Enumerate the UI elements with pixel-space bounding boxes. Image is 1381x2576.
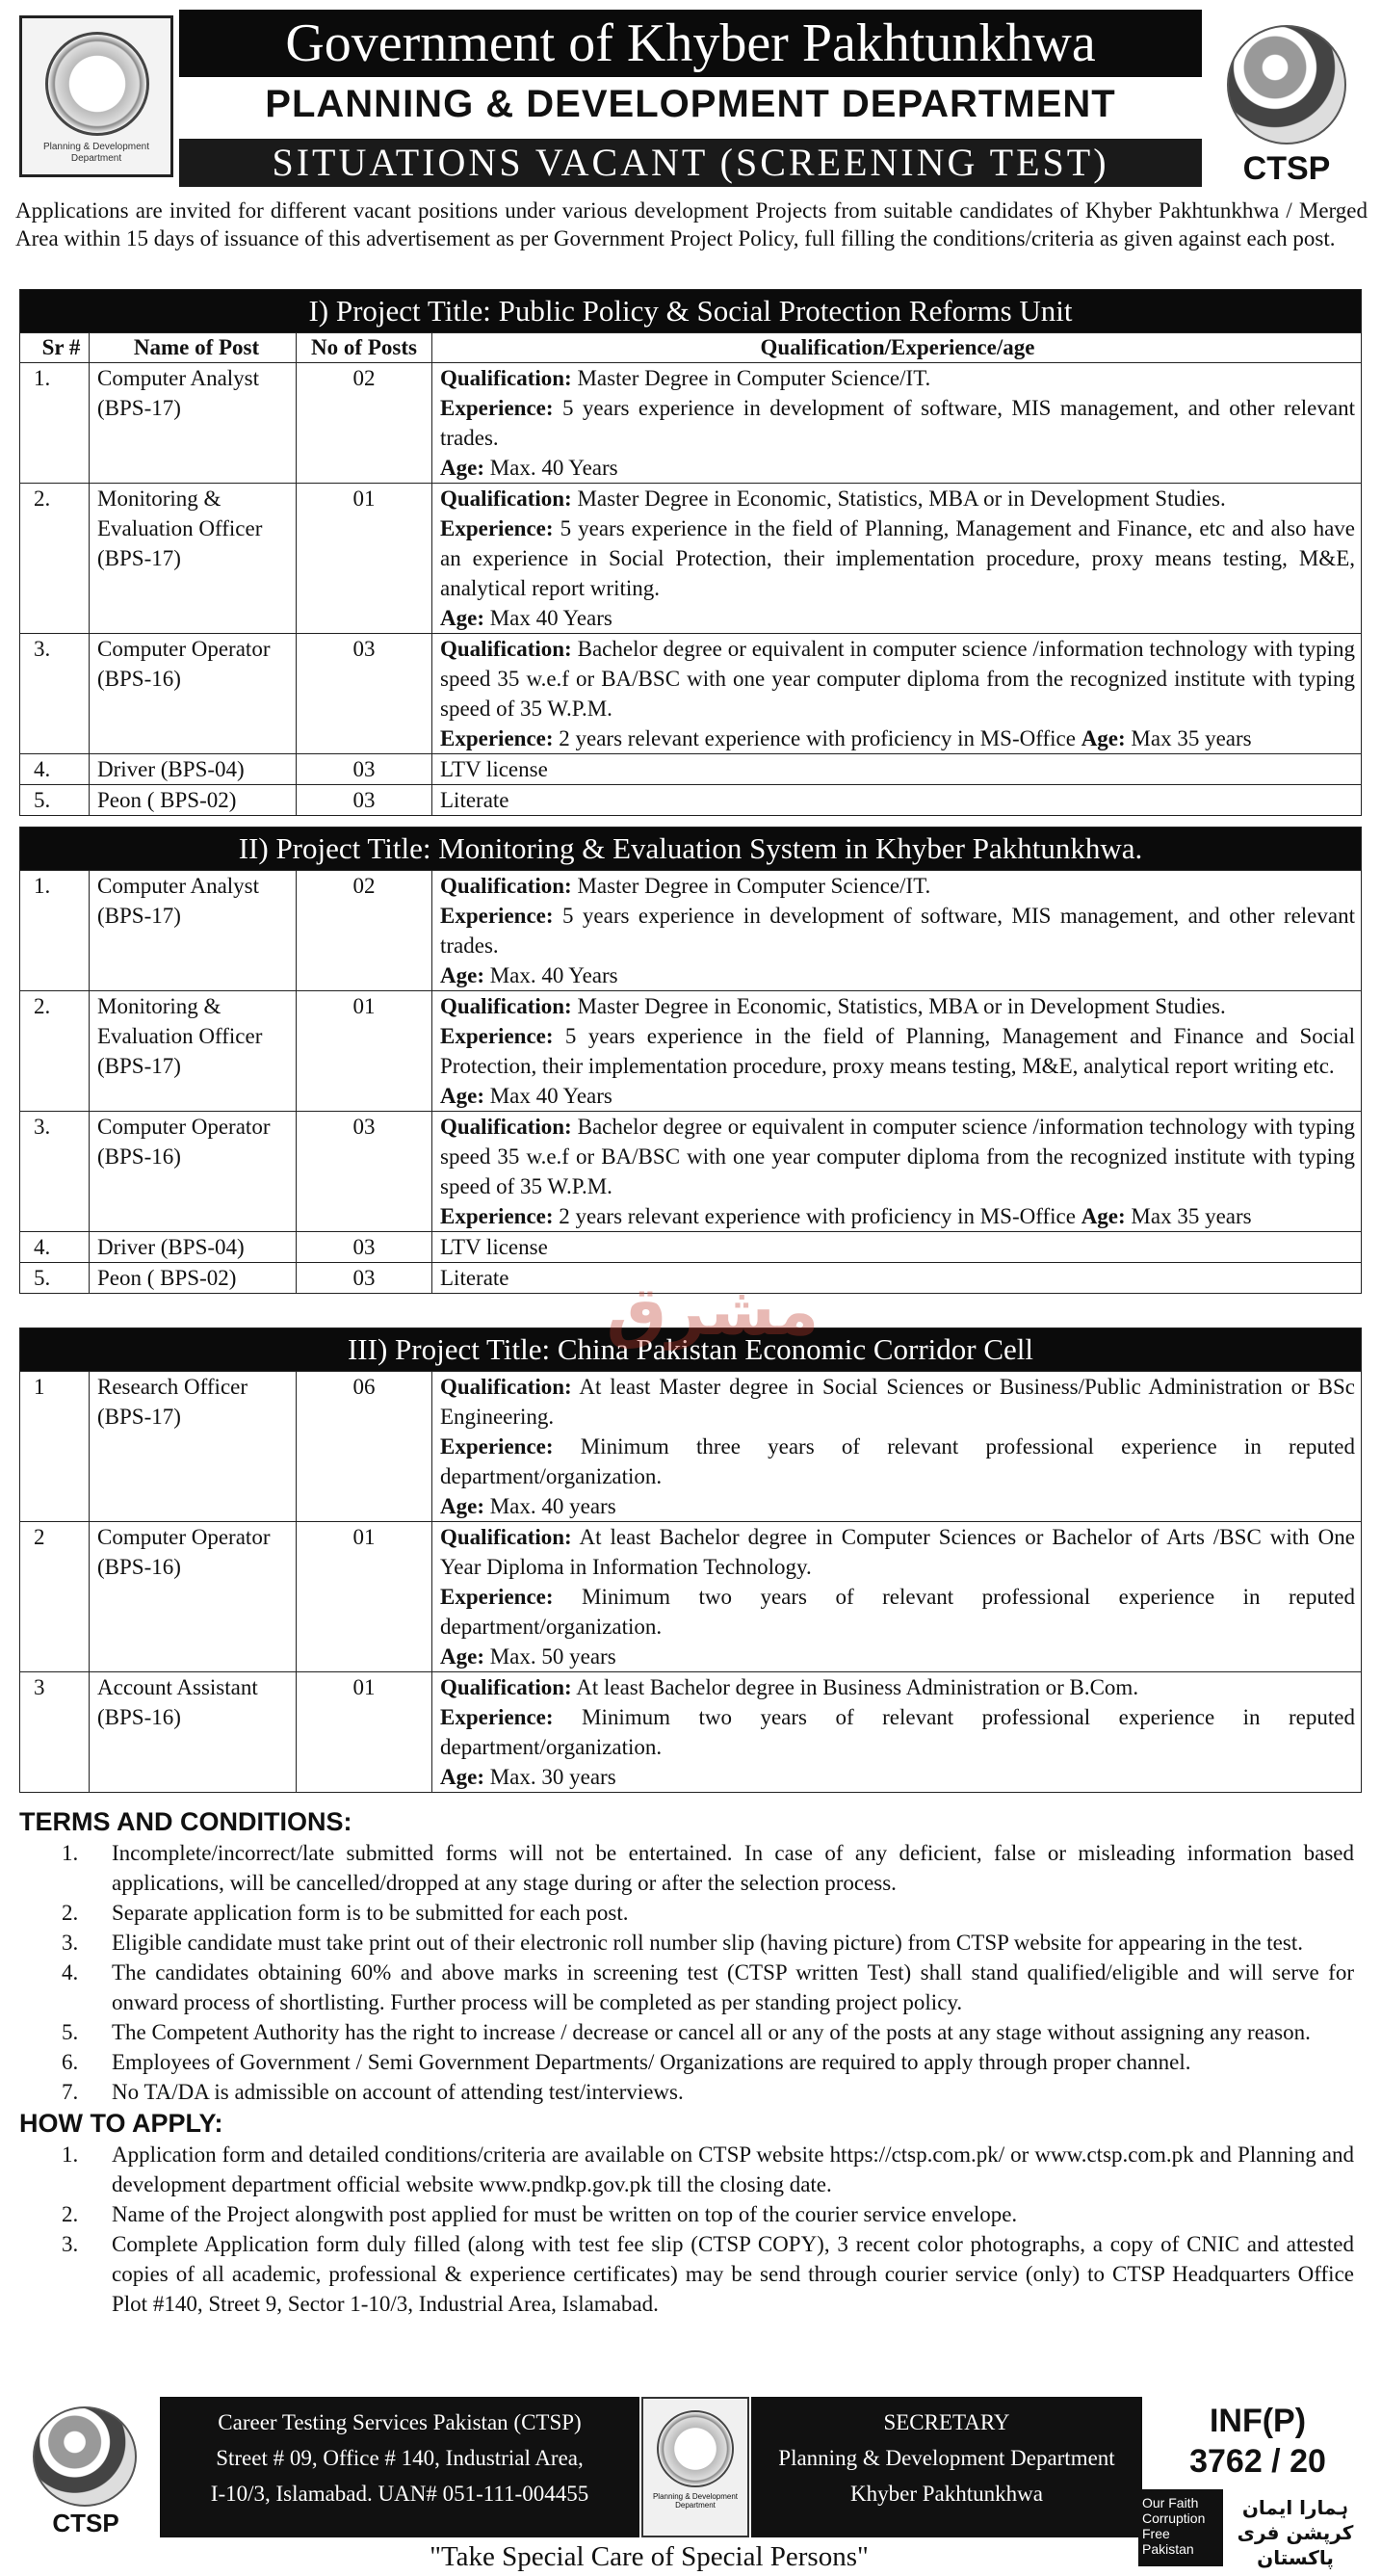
- experience-label: Experience:: [440, 904, 554, 928]
- age-label: Age:: [440, 1494, 484, 1518]
- post-count: 03: [297, 785, 432, 816]
- post-name: Driver (BPS-04): [90, 754, 297, 785]
- table-row: [20, 754, 1362, 785]
- qualification-line: [440, 1112, 1355, 1201]
- seal-icon: [45, 32, 149, 136]
- footer-seal-caption: Planning & Development Department: [652, 2492, 739, 2510]
- experience-label: Experience:: [440, 396, 554, 420]
- qualification-line: [440, 484, 1355, 513]
- age-line: [440, 1762, 1355, 1792]
- serial-number: 3.: [20, 1112, 90, 1232]
- qualification-cell: [432, 363, 1362, 484]
- table-row: [20, 363, 1362, 484]
- project-table: [19, 289, 1362, 816]
- table-row: [20, 1672, 1362, 1793]
- qualification-line: [440, 871, 1355, 901]
- qualification-label: Qualification:: [440, 1525, 572, 1549]
- qualification-text: Master Degree in Economic, Statistics, MBA or in Development Studies.: [571, 486, 1226, 511]
- serial-number: 5.: [20, 785, 90, 816]
- serial-number: 1: [20, 1372, 90, 1522]
- experience-line: [440, 1021, 1355, 1081]
- serial-number: 3: [20, 1672, 90, 1793]
- qualification-cell: LTV license: [432, 1232, 1362, 1263]
- post-count: 03: [297, 1263, 432, 1294]
- faith-urdu: ہمارا ایمان کرپشن فری پاکستان: [1237, 2496, 1354, 2569]
- table-row: [20, 991, 1362, 1112]
- item-number: 7.: [62, 2080, 79, 2104]
- age-label: Age:: [440, 1644, 484, 1669]
- item-text: Incomplete/incorrect/late submitted forms will not be entertained. In case of any deficient, false or misleading information based applications, will be cancelled/dropped at any stage during or after the selection process.: [112, 1841, 1354, 1895]
- logo-caption: Planning & Development Department: [42, 142, 150, 164]
- table-header-row: [20, 333, 1362, 363]
- serial-number: 3.: [20, 634, 90, 754]
- inf-label: INF(P): [1209, 2403, 1307, 2439]
- post-name: Peon ( BPS-02): [90, 785, 297, 816]
- header: [13, 10, 1368, 189]
- serial-number: 2.: [20, 484, 90, 634]
- item-text: Eligible candidate must take print out of their electronic roll number slip (having picture) from CTSP website for appearing in the test.: [112, 1931, 1303, 1955]
- terms-section: [15, 1805, 1368, 2319]
- item-number: 6.: [62, 2050, 79, 2074]
- age-label: Age:: [440, 1765, 484, 1789]
- qualification-cell: Literate: [432, 785, 1362, 816]
- qualification-text: Master Degree in Computer Science/IT.: [571, 366, 931, 390]
- project-title: I) Project Title: Public Policy & Social Protection Reforms Unit: [20, 290, 1362, 333]
- table-row: [20, 871, 1362, 991]
- age-line: [440, 453, 1355, 483]
- age-label: Age:: [440, 606, 484, 630]
- department-name: PLANNING & DEVELOPMENT DEPARTMENT: [265, 83, 1116, 125]
- experience-line: [440, 1702, 1355, 1762]
- secretary-line: Planning & Development Department: [778, 2446, 1115, 2470]
- experience-line: [440, 901, 1355, 960]
- project-title: III) Project Title: China Pakistan Economic Corridor Cell: [20, 1328, 1362, 1372]
- age-line: [440, 1642, 1355, 1671]
- experience-text: Minimum three years of relevant professional experience in reputed department/organization.: [440, 1434, 1355, 1488]
- experience-line: [440, 1432, 1355, 1491]
- post-count: 01: [297, 991, 432, 1112]
- experience-line: [440, 1201, 1355, 1231]
- qualification-cell: [432, 1112, 1362, 1232]
- item-number: 1.: [62, 2142, 79, 2167]
- serial-number: 1.: [20, 363, 90, 484]
- qualification-cell: [432, 1372, 1362, 1522]
- experience-label: Experience:: [440, 1705, 554, 1729]
- table-row: [20, 1232, 1362, 1263]
- serial-number: 4.: [20, 754, 90, 785]
- post-count: 03: [297, 754, 432, 785]
- post-name: Monitoring & Evaluation Officer (BPS-17): [90, 484, 297, 634]
- intro-paragraph: Applications are invited for different vacant positions under various development Projects from suitable candidates of Khyber Pakhtunkhwa / Merged Area within 15 days of issuance of this advertisement as per Government Project Policy, full filling the conditions/criteria as given against each post.: [15, 198, 1368, 250]
- age-line: [440, 1081, 1355, 1111]
- footer-department-seal: [641, 2397, 749, 2537]
- item-text: No TA/DA is admissible on account of attending test/interviews.: [112, 2080, 684, 2104]
- age-label: Age:: [440, 963, 484, 987]
- experience-label: Experience:: [440, 726, 554, 750]
- qualification-cell: [432, 634, 1362, 754]
- item-text: Name of the Project alongwith post applied for must be written on top of the courier service envelope.: [112, 2202, 1018, 2226]
- age-text: Max. 30 years: [483, 1765, 616, 1789]
- age-text: Max 35 years: [1125, 1204, 1252, 1228]
- experience-line: [440, 723, 1355, 753]
- post-count: 06: [297, 1372, 432, 1522]
- ctsp-logo-label: CTSP: [1242, 150, 1331, 187]
- post-name: Account Assistant (BPS-16): [90, 1672, 297, 1793]
- item-text: The Competent Authority has the right to increase / decrease or cancel all or any of the posts at any stage without assigning any reason.: [112, 2020, 1311, 2044]
- qualification-cell: [432, 871, 1362, 991]
- qualification-text: Master Degree in Computer Science/IT.: [571, 874, 931, 898]
- watermark: مشرق: [606, 1272, 820, 1351]
- experience-label: Experience:: [440, 1434, 554, 1459]
- post-count: 01: [297, 484, 432, 634]
- inf-code: 3762 / 20: [1189, 2443, 1326, 2480]
- post-name: Peon ( BPS-02): [90, 1263, 297, 1294]
- list-item: [15, 1898, 1368, 1928]
- qualification-text: At least Master degree in Social Sciences or Business/Public Administration or BSc Engineering.: [440, 1375, 1355, 1429]
- experience-text: 5 years experience in development of software, MIS management, and other relevant trades.: [440, 904, 1355, 958]
- age-line: [440, 603, 1355, 633]
- faith-badge: [1138, 2489, 1368, 2569]
- item-text: Separate application form is to be submitted for each post.: [112, 1901, 629, 1925]
- qualification-cell: [432, 1522, 1362, 1672]
- item-number: 1.: [62, 1841, 79, 1865]
- item-number: 3.: [62, 2232, 79, 2256]
- column-header-sr: Sr #: [20, 333, 90, 363]
- post-count: 03: [297, 1112, 432, 1232]
- experience-text: 2 years relevant experience with proficiency in MS-Office: [553, 1204, 1081, 1228]
- post-count: 02: [297, 363, 432, 484]
- item-text: Application form and detailed conditions/criteria are available on CTSP website https://ctsp.com.pk/ or www.ctsp.com.pk and Planning and development department official website www.pndkp.gov.pk till the closing date.: [112, 2142, 1354, 2196]
- seal-icon: [657, 2410, 734, 2487]
- age-text: Max. 40 Years: [483, 963, 618, 987]
- qualification-line: [440, 1672, 1355, 1702]
- age-text: Max 40 Years: [483, 1084, 612, 1108]
- qualification-label: Qualification:: [440, 1375, 572, 1399]
- table-row: [20, 785, 1362, 816]
- qualification-text: At least Bachelor degree in Computer Sciences or Bachelor of Arts /BSC with One Year Diploma in Information Technology.: [440, 1525, 1355, 1579]
- list-item: [15, 2077, 1368, 2107]
- qualification-text: At least Bachelor degree in Business Administration or B.Com.: [571, 1675, 1139, 1699]
- serial-number: 2: [20, 1522, 90, 1672]
- secretary-line: Khyber Pakhtunkhwa: [850, 2482, 1043, 2506]
- age-line: [440, 1491, 1355, 1521]
- qualification-text: Master Degree in Economic, Statistics, MBA or in Development Studies.: [571, 994, 1226, 1018]
- experience-text: 5 years experience in the field of Planning, Management and Finance and Social Protection, their implementation procedure, proxy means testing, M&E, analytical report writing etc.: [440, 1024, 1355, 1078]
- project-table: [19, 1327, 1362, 1793]
- ctsp-address-box: [160, 2397, 639, 2537]
- tagline: "Take Special Care of Special Persons": [430, 2541, 869, 2572]
- experience-text: 5 years experience in the field of Planning, Management and Finance, etc and also have an experience in Social Protection, their implementation procedure, proxy means testing, M&E, analytical report writing.: [440, 516, 1355, 600]
- qualification-cell: Literate: [432, 1263, 1362, 1294]
- age-label: Age:: [440, 456, 484, 480]
- table-row: [20, 1522, 1362, 1672]
- qualification-line: [440, 634, 1355, 723]
- post-name: Research Officer (BPS-17): [90, 1372, 297, 1522]
- page-title: Government of Khyber Pakhtunkhwa: [179, 10, 1202, 77]
- list-item: [15, 2199, 1368, 2229]
- ctsp-address-line: I-10/3, Islamabad. UAN# 051-111-004455: [210, 2482, 589, 2506]
- ctsp-logo: [1210, 21, 1364, 185]
- list-item: [15, 2140, 1368, 2199]
- secretary-box: [751, 2397, 1142, 2537]
- qualification-cell: [432, 484, 1362, 634]
- post-count: 01: [297, 1522, 432, 1672]
- qualification-text: Bachelor degree or equivalent in computer science /information technology with typing speed 35 w.e.f or BA/BSC with one year computer diploma from the recognized institute with typing speed of 35 W.P.M.: [440, 1115, 1355, 1198]
- qualification-cell: [432, 1672, 1362, 1793]
- footer-ctsp-label: CTSP: [52, 2509, 119, 2537]
- age-label: Age:: [1081, 1204, 1126, 1228]
- age-text: Max 40 Years: [483, 606, 612, 630]
- department-logo: [19, 15, 173, 177]
- item-text: Complete Application form duly filled (along with test fee slip (CTSP COPY), 3 recent color photographs, a copy of CNIC and attested copies of all academic, professional & experience certificates) may be send through courier service (only) to CTSP Headquarters Office Plot #140, Street 9, Sector 1-10/3, Industrial Area, Islamabad.: [112, 2232, 1354, 2316]
- table-row: [20, 1112, 1362, 1232]
- post-name: Computer Operator (BPS-16): [90, 1112, 297, 1232]
- experience-line: [440, 513, 1355, 603]
- faith-english: Our Faith Corruption Free Pakistan: [1138, 2489, 1223, 2566]
- list-item: [15, 1838, 1368, 1898]
- item-number: 5.: [62, 2020, 79, 2044]
- terms-heading: TERMS AND CONDITIONS:: [19, 1807, 352, 1836]
- post-name: Computer Analyst (BPS-17): [90, 871, 297, 991]
- column-header-name: Name of Post: [90, 333, 297, 363]
- qualification-label: Qualification:: [440, 486, 572, 511]
- post-count: 02: [297, 871, 432, 991]
- item-number: 3.: [62, 1931, 79, 1955]
- qualification-label: Qualification:: [440, 366, 572, 390]
- post-count: 01: [297, 1672, 432, 1793]
- age-text: Max. 50 years: [483, 1644, 616, 1669]
- serial-number: 4.: [20, 1232, 90, 1263]
- post-name: Computer Operator (BPS-16): [90, 1522, 297, 1672]
- column-header-posts: No of Posts: [297, 333, 432, 363]
- post-name: Computer Operator (BPS-16): [90, 634, 297, 754]
- serial-number: 5.: [20, 1263, 90, 1294]
- qualification-line: [440, 363, 1355, 393]
- table-row: [20, 484, 1362, 634]
- qualification-label: Qualification:: [440, 874, 572, 898]
- list-item: [15, 1928, 1368, 1958]
- how-to-apply-heading: HOW TO APPLY:: [19, 2109, 223, 2138]
- experience-label: Experience:: [440, 1585, 554, 1609]
- item-number: 4.: [62, 1960, 79, 1985]
- serial-number: 2.: [20, 991, 90, 1112]
- footer-ctsp-logo: [13, 2403, 158, 2537]
- list-item: [15, 2047, 1368, 2077]
- experience-label: Experience:: [440, 516, 554, 540]
- post-count: 03: [297, 634, 432, 754]
- list-item: [15, 2017, 1368, 2047]
- qualification-line: [440, 991, 1355, 1021]
- experience-text: Minimum two years of relevant professional experience in reputed department/organization.: [440, 1585, 1355, 1639]
- post-count: 03: [297, 1232, 432, 1263]
- age-text: Max. 40 years: [483, 1494, 616, 1518]
- age-line: [440, 960, 1355, 990]
- age-label: Age:: [1081, 726, 1126, 750]
- qualification-line: [440, 1522, 1355, 1582]
- experience-line: [440, 393, 1355, 453]
- experience-text: 5 years experience in development of software, MIS management, and other relevant trades.: [440, 396, 1355, 450]
- qualification-label: Qualification:: [440, 994, 572, 1018]
- ctsp-address-line: Career Testing Services Pakistan (CTSP): [218, 2410, 582, 2434]
- qualification-line: [440, 1372, 1355, 1432]
- age-text: Max. 40 Years: [483, 456, 618, 480]
- serial-number: 1.: [20, 871, 90, 991]
- qualification-label: Qualification:: [440, 1675, 572, 1699]
- post-name: Computer Analyst (BPS-17): [90, 363, 297, 484]
- experience-label: Experience:: [440, 1024, 554, 1048]
- list-item: [15, 2229, 1368, 2319]
- age-text: Max 35 years: [1125, 726, 1252, 750]
- post-name: Driver (BPS-04): [90, 1232, 297, 1263]
- column-header-qual: Qualification/Experience/age: [432, 333, 1362, 363]
- qualification-label: Qualification:: [440, 637, 572, 661]
- qualification-label: Qualification:: [440, 1115, 572, 1139]
- table-row: [20, 1372, 1362, 1522]
- qualification-cell: LTV license: [432, 754, 1362, 785]
- qualification-text: Bachelor degree or equivalent in computer science /information technology with typing speed 35 w.e.f or BA/BSC with one year computer diploma from the recognized institute with typing speed of 35 W.P.M.: [440, 637, 1355, 721]
- project-title: II) Project Title: Monitoring & Evaluation System in Khyber Pakhtunkhwa.: [20, 828, 1362, 871]
- secretary-line: SECRETARY: [883, 2410, 1010, 2434]
- experience-label: Experience:: [440, 1204, 554, 1228]
- qualification-cell: [432, 991, 1362, 1112]
- footer: [13, 2397, 1368, 2576]
- age-label: Age:: [440, 1084, 484, 1108]
- ctsp-address-line: Street # 09, Office # 140, Industrial Area,: [216, 2446, 584, 2470]
- globe-icon: [1227, 25, 1346, 145]
- inf-number: [1148, 2401, 1368, 2482]
- ad-banner: SITUATIONS VACANT (SCREENING TEST): [179, 139, 1202, 187]
- item-number: 2.: [62, 2202, 79, 2226]
- list-item: [15, 1958, 1368, 2017]
- globe-icon: [33, 2406, 137, 2507]
- item-text: The candidates obtaining 60% and above marks in screening test (CTSP written Test) shall stand qualified/eligible and will serve for onward process of shortlisting. Further process will be completed as per standing project policy.: [112, 1960, 1354, 2014]
- item-text: Employees of Government / Semi Government Departments/ Organizations are required to apply through proper channel.: [112, 2050, 1191, 2074]
- item-number: 2.: [62, 1901, 79, 1925]
- experience-text: 2 years relevant experience with proficiency in MS-Office: [553, 726, 1081, 750]
- experience-line: [440, 1582, 1355, 1642]
- table-row: [20, 634, 1362, 754]
- experience-text: Minimum two years of relevant professional experience in reputed department/organization.: [440, 1705, 1355, 1759]
- project-table: [19, 827, 1362, 1294]
- post-name: Monitoring & Evaluation Officer (BPS-17): [90, 991, 297, 1112]
